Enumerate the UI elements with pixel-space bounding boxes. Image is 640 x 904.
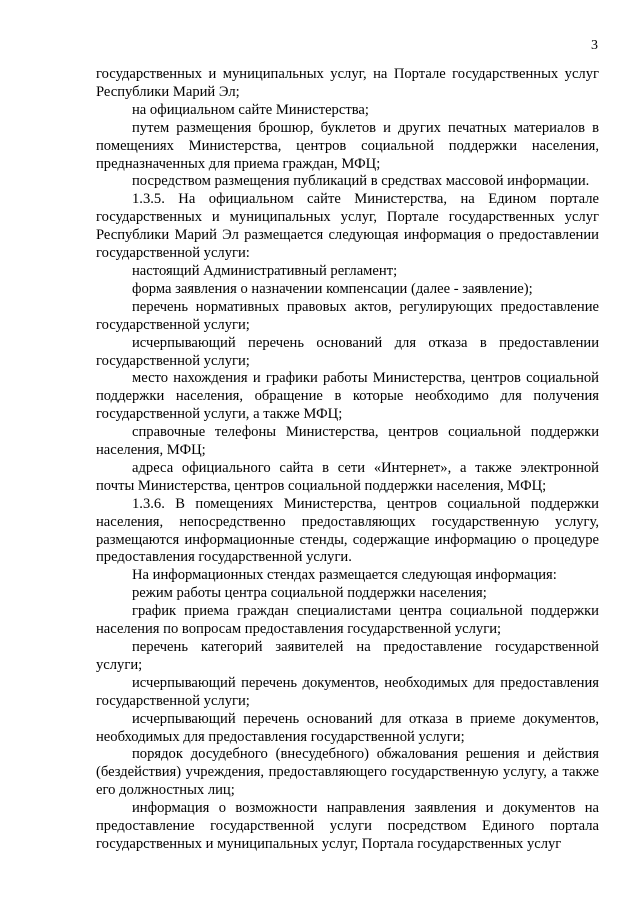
paragraph: на официальном сайте Министерства; xyxy=(132,101,369,118)
paragraph: На информационных стендах размещается следующая информация: xyxy=(132,567,557,584)
paragraph: государственных и муниципальных услуг, на Портале государственных услуг Республики Марий Эл; xyxy=(96,66,599,100)
paragraph: место нахождения и графики работы Министерства, центров социальной поддержки населения, обращение в которые необходимо для получения государственной услуги, а также МФЦ; xyxy=(96,370,599,423)
paragraph: 1.3.5. На официальном сайте Министерства, на Едином портале государственных и муниципальных услуг, Портале государственных услуг Республики Марий Эл размещается следующая информация о предоставлении государственной услуги: xyxy=(96,191,599,262)
paragraph: посредством размещения публикаций в средствах массовой информации. xyxy=(132,173,590,190)
paragraph: справочные телефоны Министерства, центров социальной поддержки населения, МФЦ; xyxy=(96,424,599,459)
page-number: 3 xyxy=(591,38,598,53)
paragraph: настоящий Административный регламент; xyxy=(132,262,398,279)
document-body xyxy=(96,66,599,854)
paragraph: порядок досудебного (внесудебного) обжалования решения и действия (бездействия) учреждения, предоставляющего государственную услугу, а также его должностных лиц; xyxy=(96,746,599,799)
paragraph: исчерпывающий перечень оснований для отказа в приеме документов, необходимых для предоставления государственной услуги; xyxy=(96,710,599,745)
paragraph: перечень категорий заявителей на предоставление государственной услуги; xyxy=(96,639,599,673)
paragraph: перечень нормативных правовых актов, регулирующих предоставление государственной услуги; xyxy=(96,298,599,333)
paragraph: исчерпывающий перечень документов, необходимых для предоставления государственной услуги; xyxy=(96,674,599,709)
paragraph: график приема граждан специалистами центра социальной поддержки населения по вопросам предоставления государственной услуги; xyxy=(96,603,599,638)
paragraph: форма заявления о назначении компенсации (далее - заявление); xyxy=(132,280,533,297)
paragraph: 1.3.6. В помещениях Министерства, центров социальной поддержки населения, непосредственно предоставляющих государственную услугу, размещаются информационные стенды, содержащие информацию о процедуре предоставления государственной услуги. xyxy=(96,495,599,566)
paragraph: информация о возможности направления заявления и документов на предоставление государственной услуги посредством Единого портала государственных и муниципальных услуг, Портала государственных услуг xyxy=(96,800,599,852)
paragraph: исчерпывающий перечень оснований для отказа в предоставлении государственной услуги; xyxy=(96,334,599,369)
paragraph: путем размещения брошюр, буклетов и других печатных материалов в помещениях Министерства, центров социальной поддержки населения, предназначенных для приема граждан, МФЦ; xyxy=(96,119,599,172)
paragraph: адреса официального сайта в сети «Интернет», а также электронной почты Министерства, центров социальной поддержки населения, МФЦ; xyxy=(96,459,599,494)
paragraph: режим работы центра социальной поддержки населения; xyxy=(132,585,487,602)
